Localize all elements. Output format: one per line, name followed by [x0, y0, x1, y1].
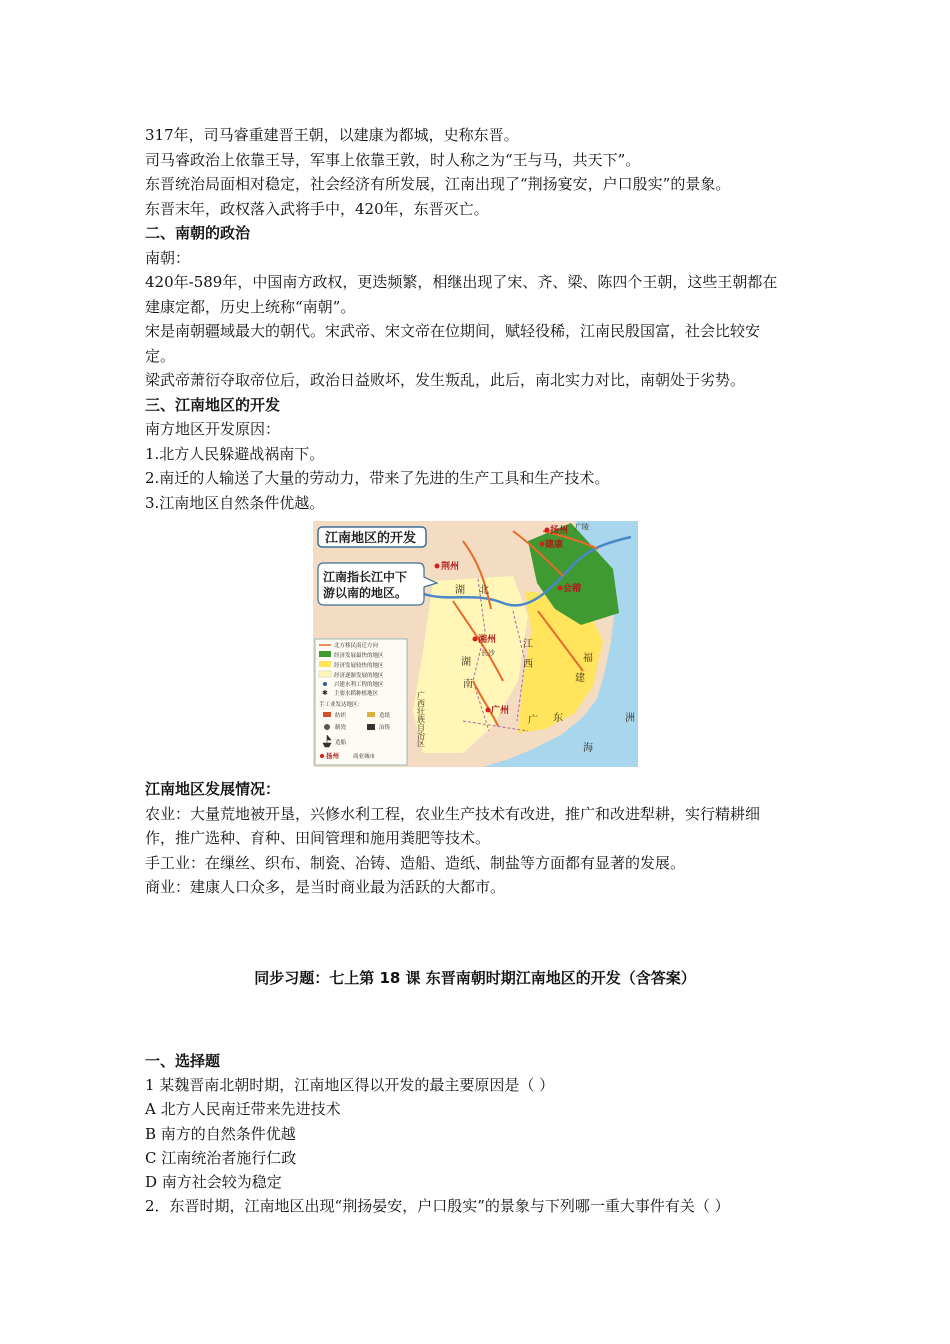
option: B 南方的自然条件优越 [145, 1124, 296, 1143]
place-label: 湘州 [478, 635, 497, 645]
legend-water-icon [323, 682, 327, 686]
section-heading: 三、江南地区的开发 [145, 395, 281, 414]
option: C 江南统治者施行仁政 [145, 1148, 297, 1167]
region-label: 建 [575, 673, 585, 684]
city-dot-icon [320, 754, 324, 758]
region-label: 海 [583, 743, 593, 754]
map-figure [313, 521, 638, 767]
question: 1 某魏晋南北朝时期，江南地区得以开发的最主要原因是（ ） [145, 1076, 555, 1095]
paragraph: 宋是南朝疆域最大的朝代。宋武帝、宋文帝在位期间，赋轻役稀，江南民殷国富，社会比较安 [145, 322, 761, 340]
paragraph: 司马睿政治上依靠王导，军事上依靠王敦，时人称之为“王与马，共天下”。 [145, 150, 641, 169]
legend-item: 经济发展最快的地区 [334, 653, 384, 659]
legend-swatch [319, 651, 331, 657]
section-heading: 二、南朝的政治 [145, 224, 251, 242]
region-label: 南 [463, 679, 473, 690]
paragraph: 作，推广选种、育种、田间管理和施用粪肥等技术。 [145, 829, 491, 847]
place-label: 广州 [491, 706, 510, 716]
legend-item: 兴建水利工程的地区 [334, 682, 384, 688]
paragraph: 定。 [145, 346, 176, 365]
paragraph: 农业：大量荒地被开垦，兴修水利工程，农业生产技术有改进，推广和改进犁耕，实行精耕细 [145, 804, 761, 823]
paragraph: 东晋末年，政权落入武将手中，420年，东晋灭亡。 [145, 199, 489, 218]
region-label: 江 [523, 639, 533, 650]
jiangnan-map [313, 521, 638, 767]
region-label: 福 [583, 653, 593, 664]
textile-icon [323, 712, 331, 717]
region-label-guangxi: 广西壮族自治区 [416, 691, 426, 747]
paragraph: 商业：建康人口众多，是当时商业最为活跃的大都市。 [145, 878, 506, 896]
region-label: 东 [553, 713, 563, 724]
paragraph: 手工业：在缫丝、织布、制瓷、冶铸、造船、造纸、制盐等方面都有显著的发展。 [145, 853, 686, 872]
paragraph: 南朝： [145, 248, 191, 267]
paragraph: 317年，司马睿重建晋王朝，以建康为都城，史称东晋。 [145, 126, 519, 144]
option: A 北方人民南迁带来先进技术 [145, 1100, 341, 1119]
legend-swatch [319, 671, 331, 677]
place-label: 荆州 [441, 562, 460, 572]
city-dot [473, 637, 478, 642]
section-heading: 江南地区发展情况： [145, 780, 281, 798]
legend-item: 经济发展较快的地区 [334, 663, 384, 669]
section-heading: 一、选择题 [145, 1052, 221, 1070]
region-label: 洲 [625, 713, 635, 724]
map-note-line: 江南指长江中下 [323, 570, 408, 584]
lesson-title: 同步习题：七上第 18 课 东晋南朝时期江南地区的开发（含答案） [254, 969, 696, 987]
region-label: 广 [528, 715, 538, 726]
legend-rice-icon: ✱ [322, 689, 328, 697]
paragraph: 东晋统治局面相对稳定，社会经济有所发展，江南出现了“荆扬宴安，户口殷实”的景象。 [145, 175, 731, 193]
region-label: 湖 [461, 657, 471, 668]
map-title: 江南地区的开发 [325, 531, 417, 546]
paragraph: 420年-589年，中国南方政权，更迭频繁，相继出现了宋、齐、梁、陈四个王朝，这些王朝都在 [145, 273, 778, 291]
legend-item: 主要水稻种植地区 [334, 691, 379, 697]
list-item: 1.北方人民躲避战祸南下。 [145, 444, 325, 463]
paper-icon [367, 712, 375, 717]
legend-item: 北方移民南迁方向 [334, 643, 379, 649]
place-label: 长沙 [481, 649, 495, 657]
legend-item: 商业城市 [353, 754, 376, 760]
main-text [145, 123, 810, 900]
porcelain-icon [324, 724, 330, 730]
city-dot [486, 708, 491, 713]
city-dot [435, 564, 440, 569]
place-label: 扬州 [550, 526, 569, 536]
region-label: 西 [523, 659, 533, 670]
city-dot [558, 586, 563, 591]
paragraph: 建康定都，历史上统称“南朝”。 [145, 297, 356, 316]
question: 2．东晋时期，江南地区出现“荆扬晏安，户口殷实”的景象与下列哪一重大事件有关（ ） [145, 1197, 730, 1216]
city-dot [540, 542, 545, 547]
casting-icon [367, 724, 375, 730]
option: D 南方社会较为稳定 [145, 1173, 282, 1192]
region-label: 湖 [455, 585, 465, 596]
paragraph: 梁武帝萧衍夺取帝位后，政治日益败坏，发生叛乱，此后，南北实力对比，南朝处于劣势。 [145, 371, 746, 389]
map-note-line: 游以南的地区。 [323, 586, 408, 600]
list-item: 3.江南地区自然条件优越。 [145, 493, 325, 512]
legend-swatch [319, 661, 331, 667]
legend-city-sample: 扬州 [326, 752, 339, 760]
legend-item: 造船 [335, 740, 347, 746]
legend-item: 制瓷 [335, 725, 347, 731]
legend-subtitle: 手工业发达地区： [319, 702, 364, 708]
legend-item: 造纸 [379, 713, 391, 719]
place-label: 会稽 [563, 584, 582, 594]
list-item: 2.南迁的人输送了大量的劳动力，带来了先进的生产工具和生产技术。 [145, 469, 610, 487]
paragraph: 南方地区开发原因： [145, 420, 281, 438]
city-dot [545, 528, 550, 533]
legend-item: 纺织 [335, 713, 347, 719]
region-label: 北 [479, 585, 489, 596]
legend-item: 冶铸 [379, 725, 391, 731]
place-label: 广陵 [575, 523, 589, 531]
legend-item: 经济逐渐发展的地区 [334, 673, 384, 679]
exercise-section [145, 1049, 810, 1218]
place-label: 建康 [545, 540, 564, 550]
